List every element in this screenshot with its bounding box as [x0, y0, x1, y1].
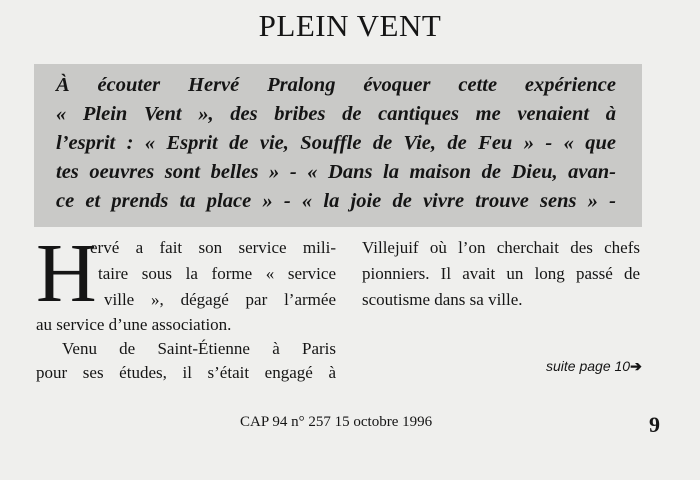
intro-line: « Plein Vent », des bribes de cantiques me venaient à: [56, 103, 616, 125]
issue-footer: CAP 94 n° 257 15 octobre 1996: [240, 414, 433, 430]
intro-line: À écouter Hervé Pralong évoquer cette expérience: [56, 74, 616, 96]
intro-line: l’esprit : « Esprit de vie, Souffle de Vie, de Feu » - « que: [56, 132, 616, 154]
page-number: 9: [649, 412, 660, 437]
article-title: PLEIN VENT: [258, 8, 442, 43]
column-1-line: au service d’une association.: [36, 315, 232, 334]
intro-line: ce et prends ta place » - « la joie de vivre trouve sens » -: [56, 190, 616, 212]
arrow-right-icon: ➔: [630, 358, 642, 374]
continued-note: [546, 358, 642, 375]
column-2-line: Villejuif où l’on cherchait des chefs: [362, 238, 640, 257]
column-1-line: taire sous la forme « service: [98, 264, 336, 283]
intro-line: tes oeuvres sont belles » - « Dans la maison de Dieu, avan-: [56, 161, 616, 183]
column-2-line: pionniers. Il avait un long passé de: [362, 264, 640, 283]
column-1-line: ville », dégagé par l’armée: [104, 290, 336, 309]
drop-cap: H: [36, 227, 97, 320]
continued-text: suite page 10: [546, 358, 631, 374]
column-1-line: pour ses études, il s’était engagé à: [36, 363, 336, 382]
column-1-line: Venu de Saint-Étienne à Paris: [62, 339, 336, 358]
column-1-line: ervé a fait son service mili-: [90, 238, 336, 257]
column-2-line: scoutisme dans sa ville.: [362, 290, 523, 309]
